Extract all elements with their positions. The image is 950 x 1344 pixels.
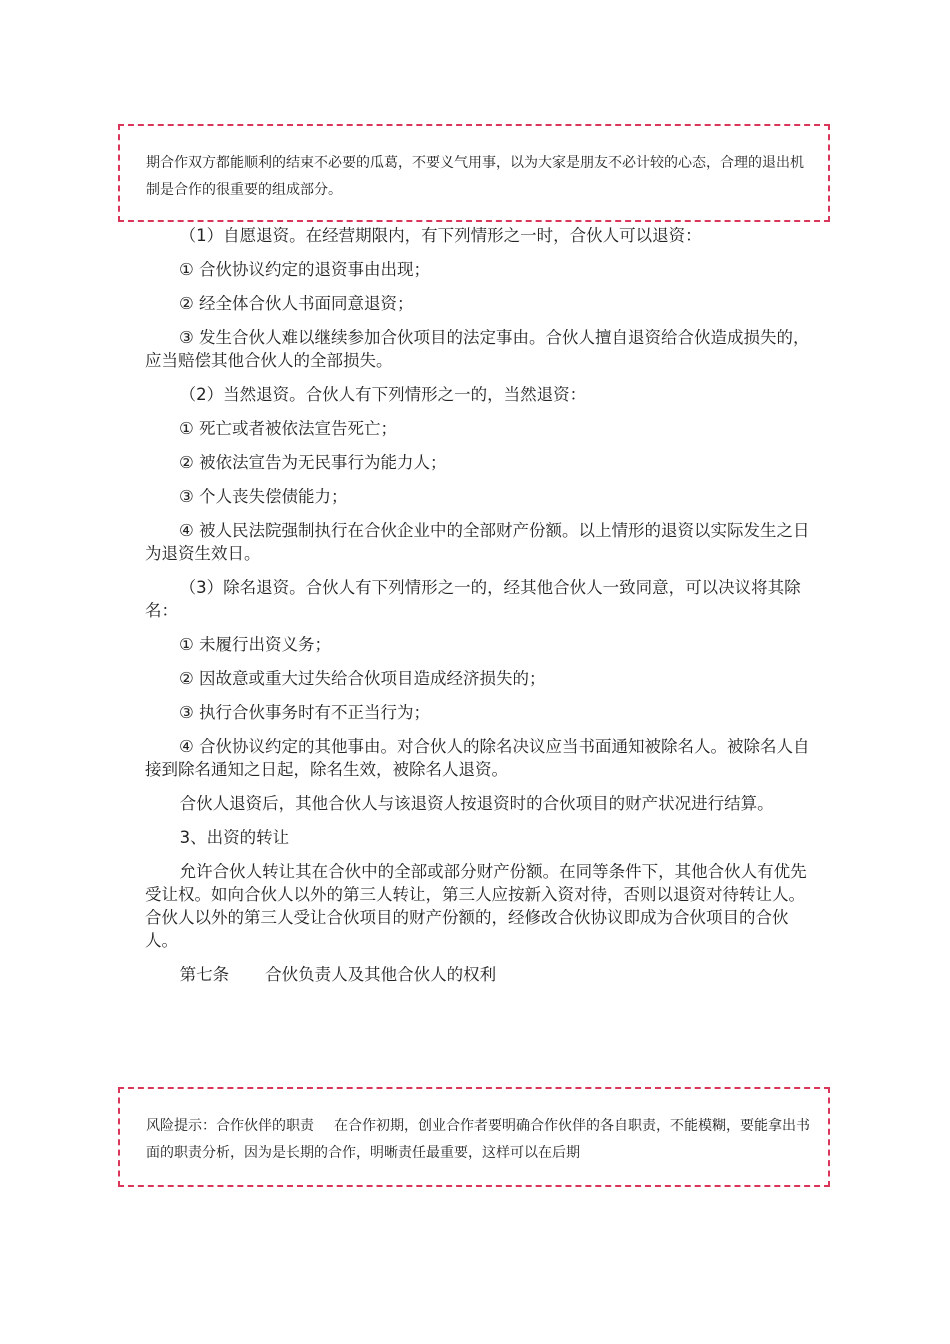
list-item: ① 未履行出资义务； (179, 635, 332, 654)
risk-note-label: 风险提示：合作伙伴的职责 (146, 1118, 314, 1134)
risk-note-box-bottom (118, 1087, 830, 1187)
paragraph: （3）除名退资。合伙人有下列情形之一的，经其他合伙人一致同意，可以决议将其除名： (145, 578, 801, 620)
paragraph: （2）当然退资。合伙人有下列情形之一的，当然退资： (179, 385, 587, 404)
list-item: ③ 发生合伙人难以继续参加合伙项目的法定事由。合伙人擅自退资给合伙造成损失的，应当赔偿其他合伙人的全部损失。 (145, 328, 810, 370)
paragraph: 允许合伙人转让其在合伙中的全部或部分财产份额。在同等条件下，其他合伙人有优先受让权。如向合伙人以外的第三人转让，第三人应按新入资对待，否则以退资对待转让人。合伙人以外的第三人受让合伙项目的财产份额的，经修改合伙协议即成为合伙项目的合伙人。 (145, 862, 807, 950)
list-item: ② 被依法宣告为无民事行为能力人； (179, 453, 447, 472)
list-item: ③ 执行合伙事务时有不正当行为； (179, 703, 431, 722)
list-item: ② 经全体合伙人书面同意退资； (179, 294, 414, 313)
list-item: ② 因故意或重大过失给合伙项目造成经济损失的； (179, 669, 546, 688)
article-title: 合伙负责人及其他合伙人的权利 (265, 965, 497, 984)
document-body (145, 224, 815, 997)
risk-note-box-top (118, 124, 830, 222)
list-item: ① 合伙协议约定的退资事由出现； (179, 260, 431, 279)
article-number: 第七条 (179, 965, 230, 984)
article-heading (145, 963, 815, 986)
list-item: ④ 被人民法院强制执行在合伙企业中的全部财产份额。以上情形的退资以实际发生之日为退资生效日。 (145, 521, 810, 563)
list-item: ④ 合伙协议约定的其他事由。对合伙人的除名决议应当书面通知被除名人。被除名人自接到除名通知之日起，除名生效，被除名人退资。 (145, 737, 810, 779)
risk-note-text: 期合作双方都能顺利的结束不必要的瓜葛，不要义气用事，以为大家是朋友不必计较的心态，合理的退出机制是合作的很重要的组成部分。 (146, 155, 804, 198)
risk-note-text: 在合作初期，创业合作者要明确合作伙伴的各自职责，不能模糊，要能拿出书面的职责分析，因为是长期的合作，明晰责任最重要，这样可以在后期 (146, 1118, 810, 1161)
paragraph: （1）自愿退资。在经营期限内，有下列情形之一时，合伙人可以退资： (179, 226, 702, 245)
paragraph: 合伙人退资后，其他合伙人与该退资人按退资时的合伙项目的财产状况进行结算。 (179, 794, 774, 813)
section-heading: 3、出资的转让 (179, 828, 290, 847)
list-item: ③ 个人丧失偿债能力； (179, 487, 348, 506)
list-item: ① 死亡或者被依法宣告死亡； (179, 419, 398, 438)
